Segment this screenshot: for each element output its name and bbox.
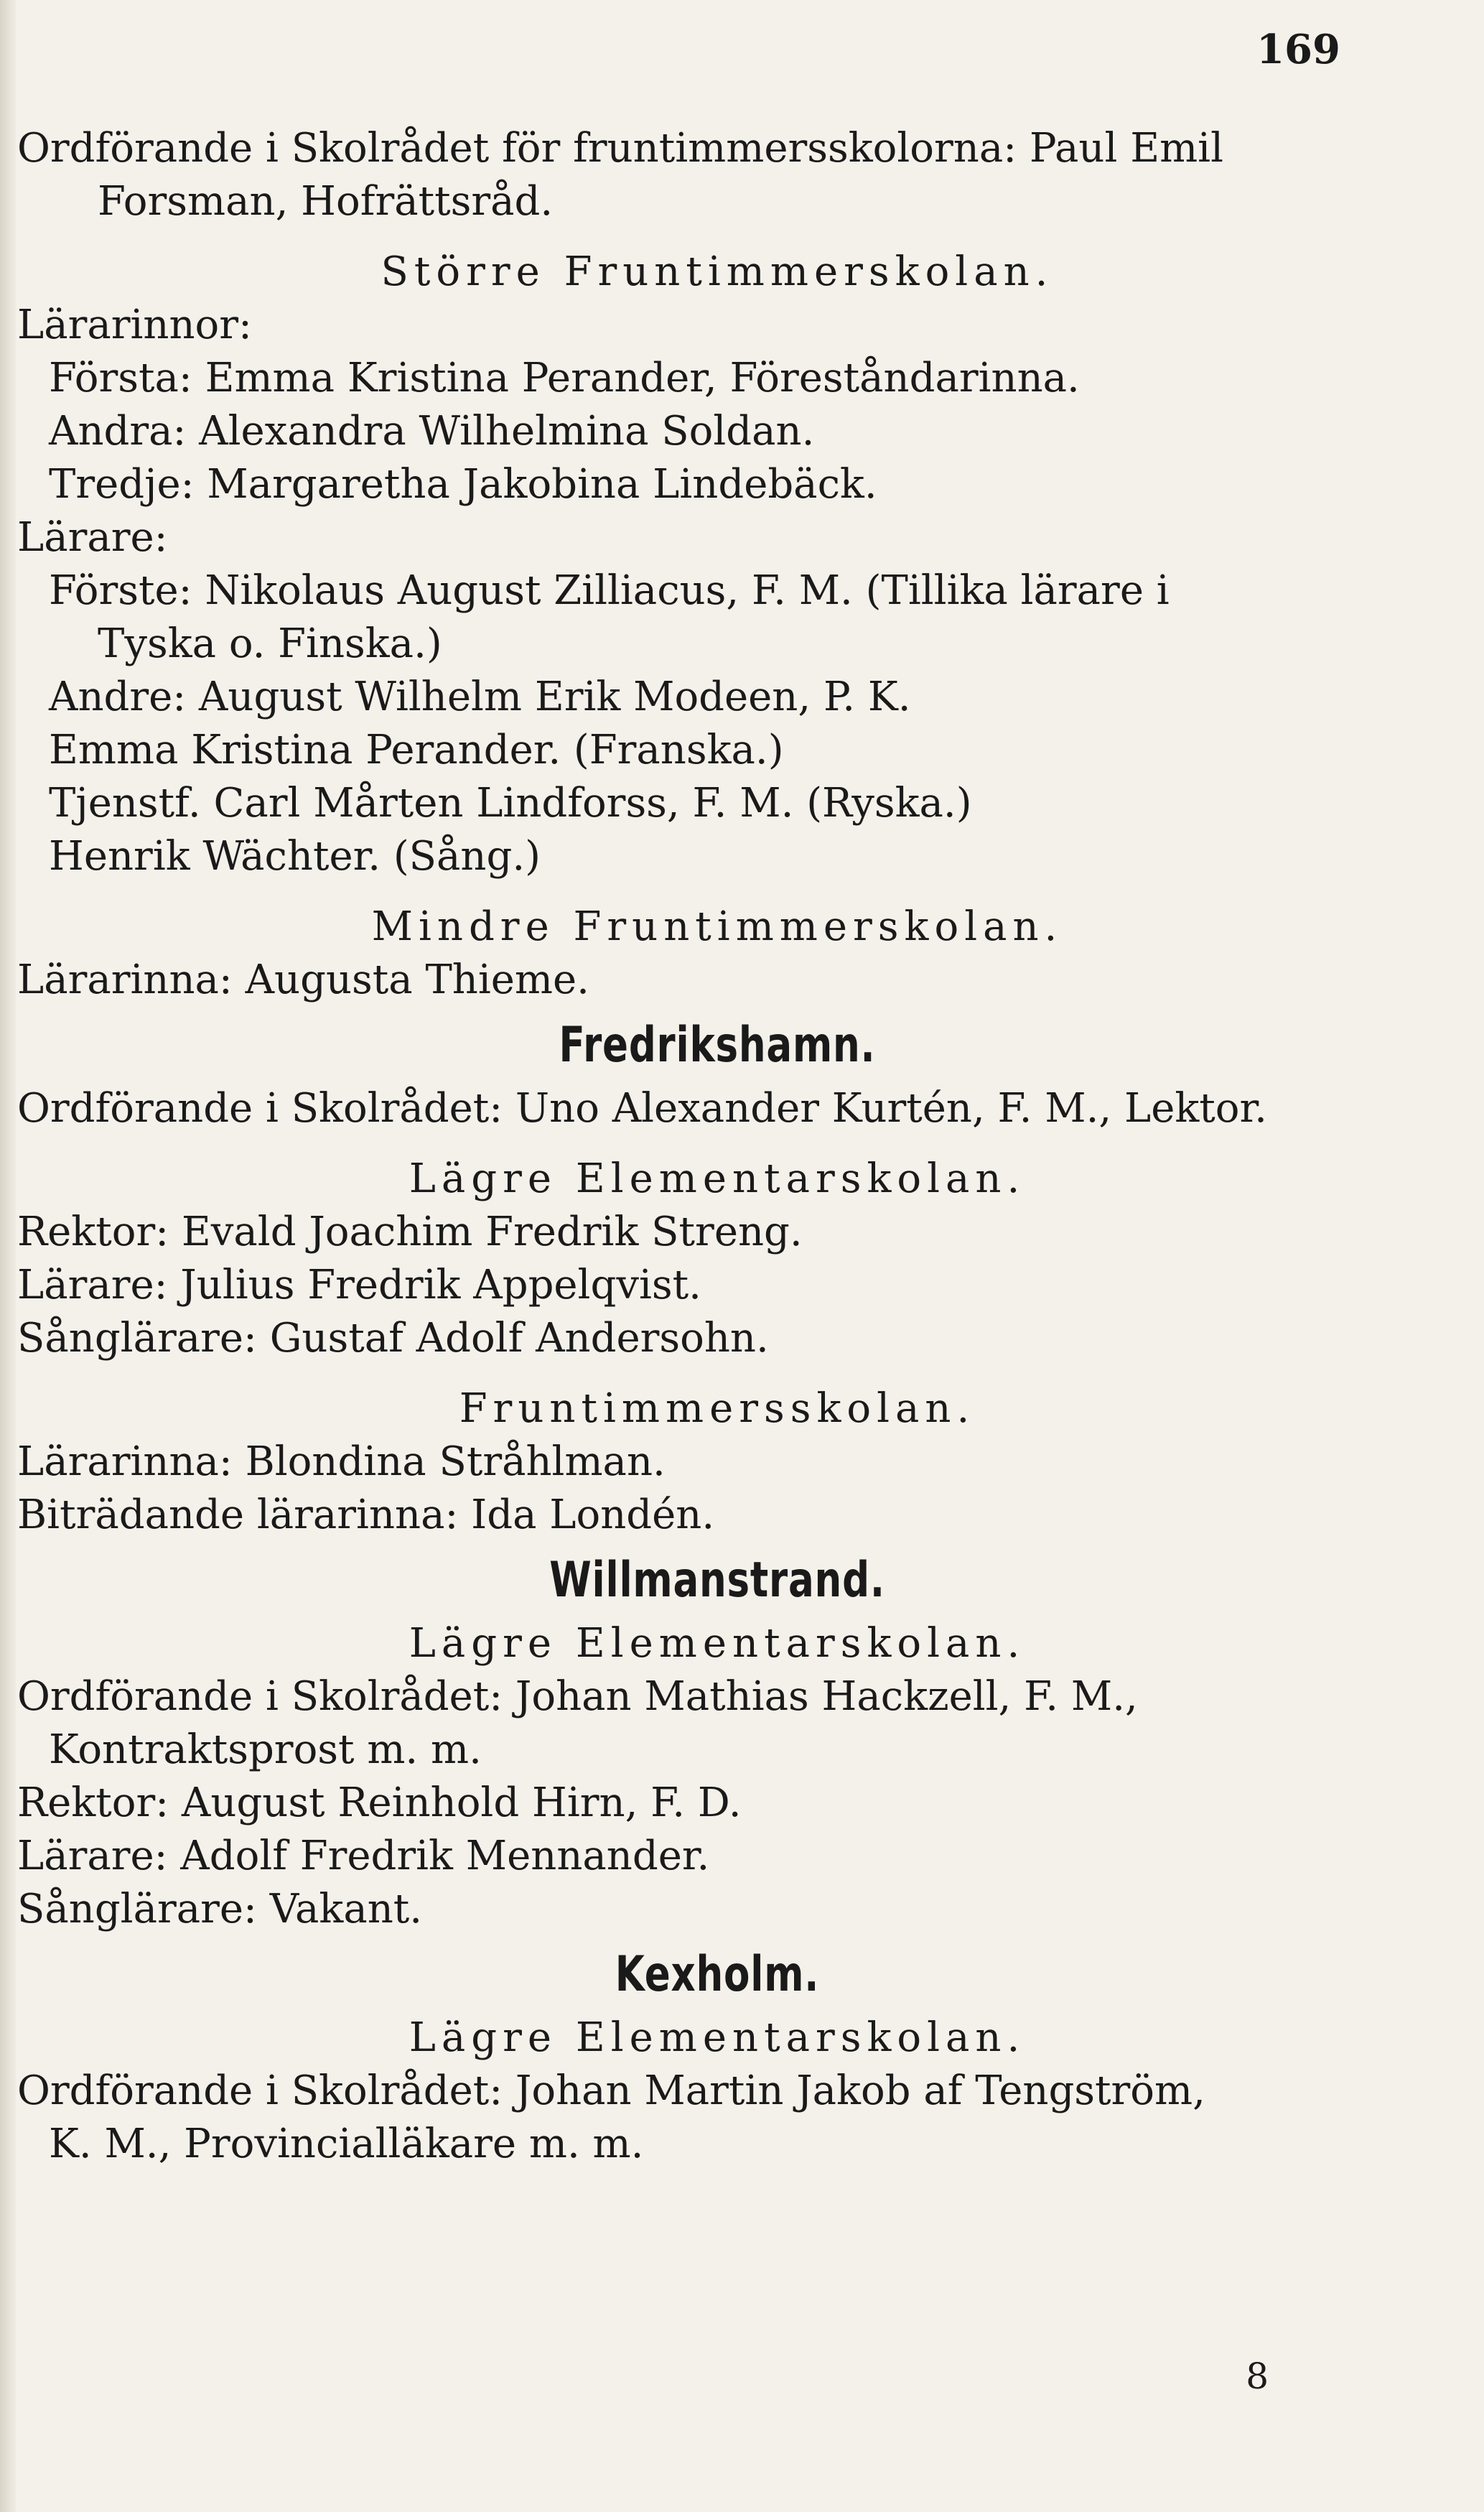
text-line: Kontraktsprost m. m. — [49, 1726, 482, 1773]
text-line: Första: Emma Kristina Perander, Föreståndarinna. — [49, 355, 1080, 401]
text-line: Biträdande lärarinna: Ida Londén. — [17, 1492, 715, 1538]
page-number: 169 — [1256, 26, 1340, 73]
section-heading: Mindre Fruntimmerskolan. — [371, 903, 1063, 950]
section-heading: Större Fruntimmerskolan. — [381, 248, 1054, 295]
text-line: Tyska o. Finska.) — [98, 620, 442, 667]
text-line: Ordförande i Skolrådet för fruntimmersskolorna: Paul Emil — [17, 125, 1223, 172]
text-line: Emma Kristina Perander. (Franska.) — [49, 727, 784, 773]
city-heading: Fredrikshamn. — [559, 1017, 876, 1074]
text-line: Lärare: — [17, 514, 168, 561]
text-line: K. M., Provincialläkare m. m. — [49, 2121, 644, 2167]
text-line: Ordförande i Skolrådet: Uno Alexander Kurtén, F. M., Lektor. — [17, 1085, 1267, 1132]
city-heading: Kexholm. — [615, 1946, 820, 2003]
page-content — [17, 122, 1417, 2171]
text-line: Tredje: Margaretha Jakobina Lindebäck. — [49, 461, 877, 508]
text-line: Forsman, Hofrättsråd. — [98, 178, 554, 225]
text-line: Andre: August Wilhelm Erik Modeen, P. K. — [49, 674, 911, 720]
text-line: Lärarinna: Augusta Thieme. — [17, 957, 589, 1003]
text-line: Rektor: Evald Joachim Fredrik Streng. — [17, 1209, 803, 1255]
section-heading: Fruntimmersskolan. — [459, 1385, 976, 1432]
section-heading: Lägre Elementarskolan. — [409, 1620, 1026, 1667]
text-line: Sånglärare: Vakant. — [17, 1886, 423, 1932]
text-line: Tjenstf. Carl Mårten Lindforss, F. M. (Ryska.) — [49, 780, 972, 827]
text-line: Förste: Nikolaus August Zilliacus, F. M. (Tillika lärare i — [49, 567, 1170, 614]
text-line: Ordförande i Skolrådet: Johan Mathias Hackzell, F. M., — [17, 1673, 1138, 1720]
text-line: Ordförande i Skolrådet: Johan Martin Jakob af Tengström, — [17, 2067, 1205, 2114]
text-line: Sånglärare: Gustaf Adolf Andersohn. — [17, 1315, 769, 1362]
text-line: Andra: Alexandra Wilhelmina Soldan. — [49, 408, 815, 455]
signature-mark: 8 — [1246, 2355, 1269, 2397]
text-line: Henrik Wächter. (Sång.) — [49, 833, 541, 880]
text-line: Lärarinnor: — [17, 302, 252, 348]
city-heading: Willmanstrand. — [549, 1552, 885, 1609]
text-line: Lärare: Julius Fredrik Appelqvist. — [17, 1262, 701, 1308]
text-line: Lärarinna: Blondina Stråhlman. — [17, 1438, 666, 1485]
section-heading: Lägre Elementarskolan. — [409, 1155, 1026, 1202]
section-heading: Lägre Elementarskolan. — [409, 2014, 1026, 2061]
text-line: Rektor: August Reinhold Hirn, F. D. — [17, 1780, 742, 1826]
text-line: Lärare: Adolf Fredrik Mennander. — [17, 1833, 710, 1879]
